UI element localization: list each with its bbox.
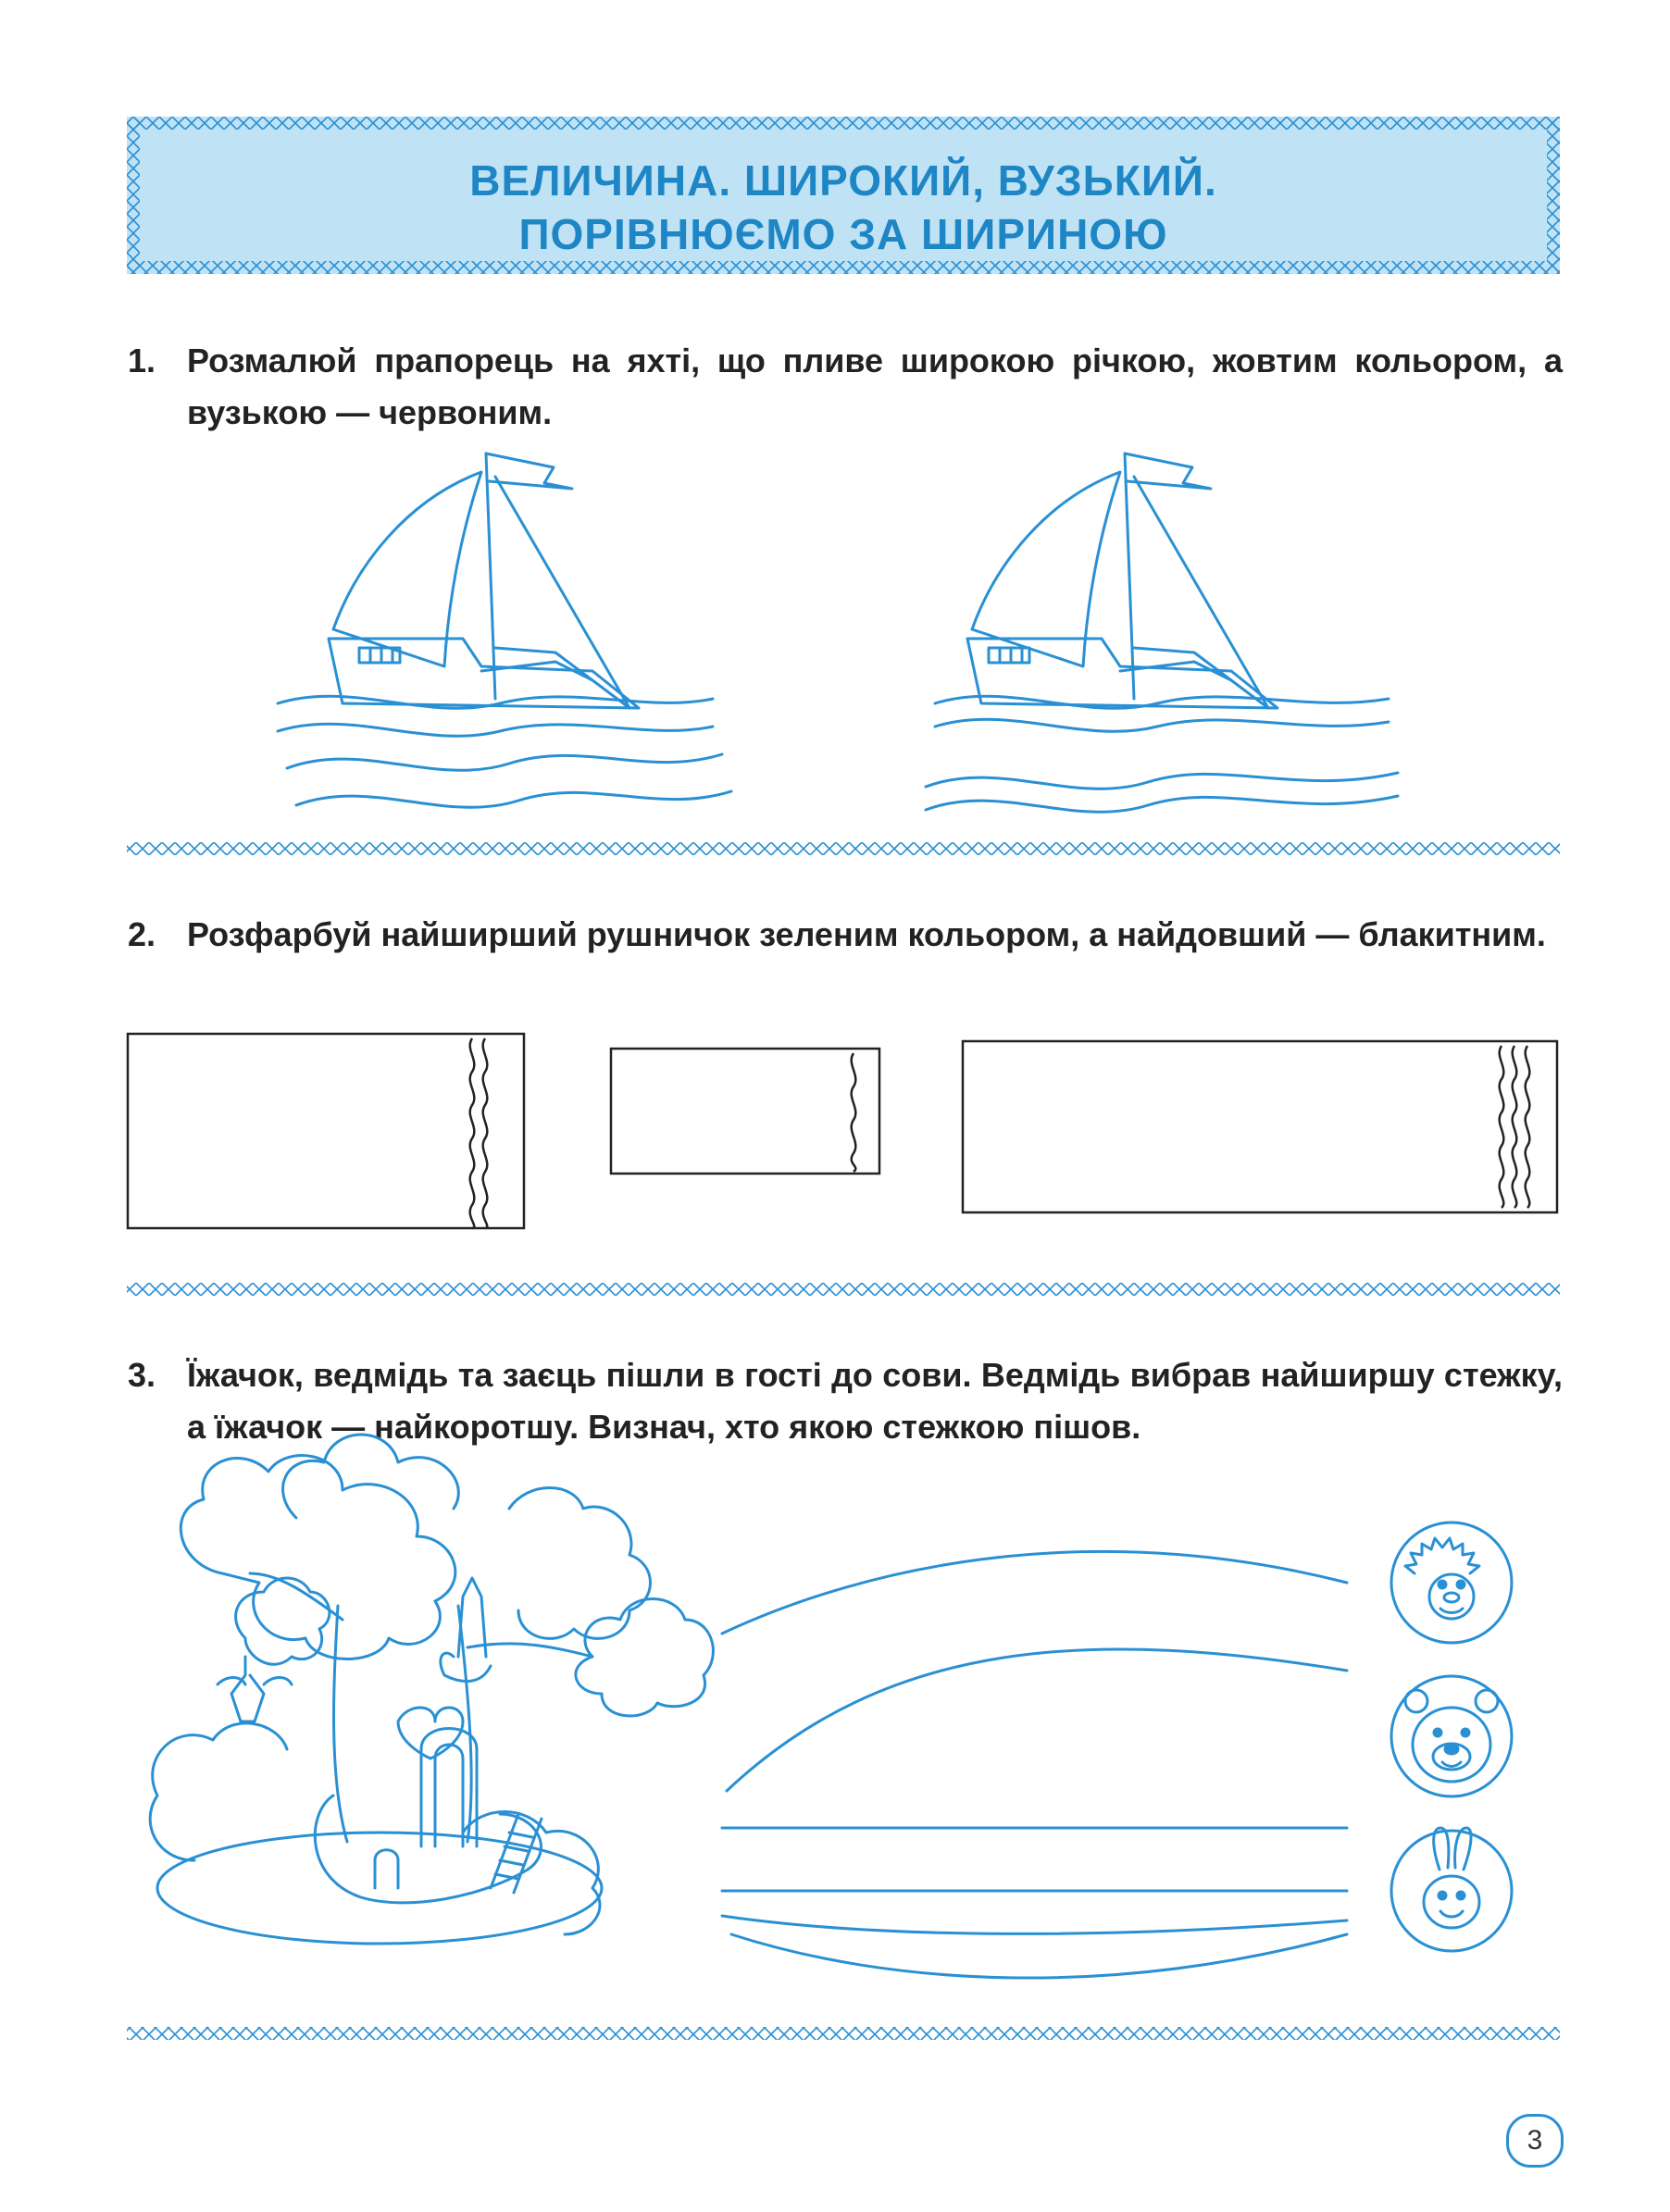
path-low-a[interactable]: [722, 1916, 1347, 1933]
path-top-b[interactable]: [727, 1649, 1347, 1791]
divider-3: [127, 2027, 1560, 2040]
towel-1[interactable]: [128, 1034, 524, 1228]
owl-tree-house: [150, 1435, 713, 1944]
hare-icon[interactable]: [1391, 1828, 1512, 1951]
hedgehog-icon[interactable]: [1391, 1522, 1512, 1643]
towels: [128, 1034, 1557, 1228]
divider-2: [127, 1283, 1560, 1296]
path-top-a[interactable]: [722, 1551, 1347, 1634]
task-2-number: 2.: [128, 915, 156, 953]
task-1-text: Розмалюй прапорець на яхті, що пливе широкою річкою, жовтим кольором, а вузькою — червоним.: [187, 342, 1563, 431]
sailboat-narrow-river[interactable]: [926, 454, 1398, 812]
paths[interactable]: [722, 1551, 1347, 1978]
divider-1: [127, 842, 1560, 855]
page-number: 3: [1506, 2114, 1564, 2168]
page-title-line1: ВЕЛИЧИНА. ШИРОКИЙ, ВУЗЬКИЙ.: [469, 156, 1217, 205]
towel-3[interactable]: [963, 1041, 1557, 1212]
task-3-number: 3.: [128, 1356, 156, 1394]
towel-2[interactable]: [611, 1049, 879, 1174]
bear-icon[interactable]: [1391, 1676, 1512, 1796]
page-title-line2: ПОРІВНЮЄМО ЗА ШИРИНОЮ: [518, 210, 1168, 258]
task-2-text: Розфарбуй найширший рушничок зеленим кольором, а найдовший — блакитним.: [187, 915, 1546, 953]
task-3-text: Їжачок, ведмідь та заєць пішли в гості до сови. Ведмідь вибрав найширшу стежку, а їжачок — найкоротшу. Визнач, хто якою стежкою пішов.: [187, 1356, 1563, 1446]
task-1-number: 1.: [128, 342, 156, 379]
sailboat-wide-river[interactable]: [278, 454, 731, 807]
path-low-b[interactable]: [731, 1934, 1347, 1978]
